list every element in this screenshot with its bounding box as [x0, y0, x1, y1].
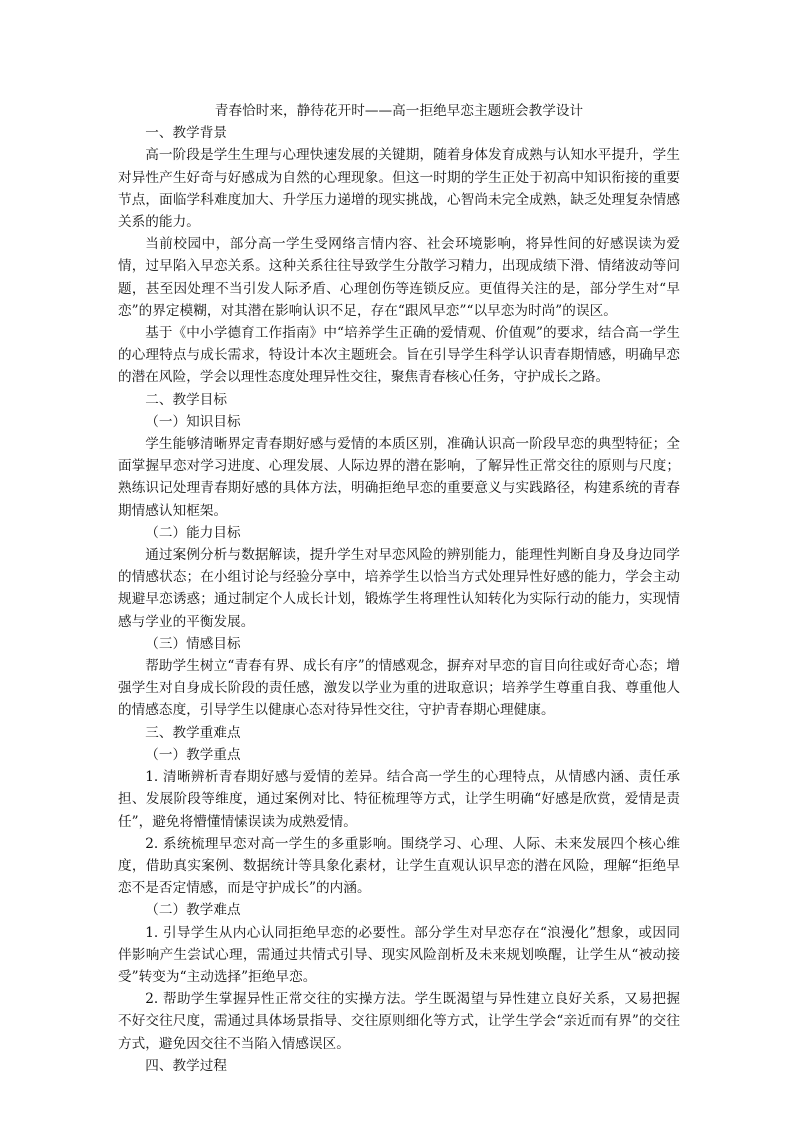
document-title: 青春恰时来，静待花开时——高一拒绝早恋主题班会教学设计 — [214, 103, 584, 119]
paragraph: 通过案例分析与数据解读，提升学生对早恋风险的辨别能力，能理性判断自身及身边同学的情感状态；在小组讨论与经验分享中，培养学生以恰当方式处理异性好感的能力，学会主动规避早恋诱惑；通过制定个人成长计划，锻炼学生将理性认知转化为实际行动的能力，实现情感与学业的平衡发展。 — [118, 547, 680, 630]
document-page — [118, 100, 680, 1077]
paragraph: 1. 引导学生从内心认同拒绝早恋的必要性。部分学生对早恋存在“浪漫化”想象，或因同伴影响产生尝试心理，需通过共情式引导、现实风险剖析及未来规划唤醒，让学生从“被动接受”转变为“主动选择”拒绝早恋。 — [118, 924, 680, 985]
subsection-heading-ability: （二）能力目标 — [145, 524, 241, 541]
subsection-heading-knowledge: （一）知识目标 — [145, 413, 241, 430]
subsection-heading-emotion: （三）情感目标 — [145, 635, 241, 652]
paragraph: 1. 清晰辨析青春期好感与爱情的差异。结合高一学生的心理特点，从情感内涵、责任承担、发展阶段等维度，通过案例对比、特征梳理等方式，让学生明确“好感是欣赏，爱情是责任”，避免将懵懂情愫误读为成熟爱情。 — [118, 769, 680, 830]
paragraph: 2. 系统梳理早恋对高一学生的多重影响。围绕学习、心理、人际、未来发展四个核心维度，借助真实案例、数据统计等具象化素材，让学生直观认识早恋的潜在风险，理解“拒绝早恋不是否定情感，而是守护成长”的内涵。 — [118, 835, 680, 897]
section-heading-process: 四、教学过程 — [145, 1057, 228, 1074]
paragraph: 学生能够清晰界定青春期好感与爱情的本质区别，准确认识高一阶段早恋的典型特征；全面掌握早恋对学习进度、心理发展、人际边界的潜在影响，了解异性正常交往的原则与尺度；熟练识记处理青春期好感的具体方法，明确拒绝早恋的重要意义与实践路径，构建系统的青春期情感认知框架。 — [118, 436, 680, 519]
section-heading-background: 一、教学背景 — [145, 125, 228, 142]
paragraph: 当前校园中，部分高一学生受网络言情内容、社会环境影响，将异性间的好感误读为爱情，过早陷入早恋关系。这种关系往往导致学生分散学习精力，出现成绩下滑、情绪波动等问题，甚至因处理不当引发人际矛盾、心理创伤等连锁反应。更值得关注的是，部分学生对“早恋”的界定模糊，对其潜在影响认识不足，存在“跟风早恋”“以早恋为时尚”的误区。 — [118, 236, 680, 319]
paragraph: 高一阶段是学生生理与心理快速发展的关键期，随着身体发育成熟与认知水平提升，学生对异性产生好奇与好感成为自然的心理现象。但这一时期的学生正处于初高中知识衔接的重要节点，面临学科难度加大、升学压力递增的现实挑战，心智尚未完全成熟，缺乏处理复杂情感关系的能力。 — [118, 147, 680, 231]
subsection-heading-focus: （一）教学重点 — [145, 746, 241, 763]
paragraph: 2. 帮助学生掌握异性正常交往的实操方法。学生既渴望与异性建立良好关系，又易把握不好交往尺度，需通过具体场景指导、交往原则细化等方式，让学生学会“亲近而有界”的交往方式，避免因交往不当陷入情感误区。 — [118, 991, 680, 1052]
section-heading-objectives: 二、教学目标 — [145, 391, 228, 408]
subsection-heading-difficulty: （二）教学难点 — [145, 902, 241, 919]
paragraph: 基于《中小学德育工作指南》中“培养学生正确的爱情观、价值观”的要求，结合高一学生的心理特点与成长需求，特设计本次主题班会。旨在引导学生科学认识青春期情感，明确早恋的潜在风险，学会以理性态度处理异性交往，聚焦青春核心任务，守护成长之路。 — [118, 325, 680, 386]
section-heading-key-points: 三、教学重难点 — [145, 724, 241, 741]
paragraph: 帮助学生树立“青春有界、成长有序”的情感观念，摒弃对早恋的盲目向往或好奇心态；增强学生对自身成长阶段的责任感，激发以学业为重的进取意识；培养学生尊重自我、尊重他人的情感态度，引导学生以健康心态对待异性交往，守护青春期心理健康。 — [118, 658, 680, 719]
